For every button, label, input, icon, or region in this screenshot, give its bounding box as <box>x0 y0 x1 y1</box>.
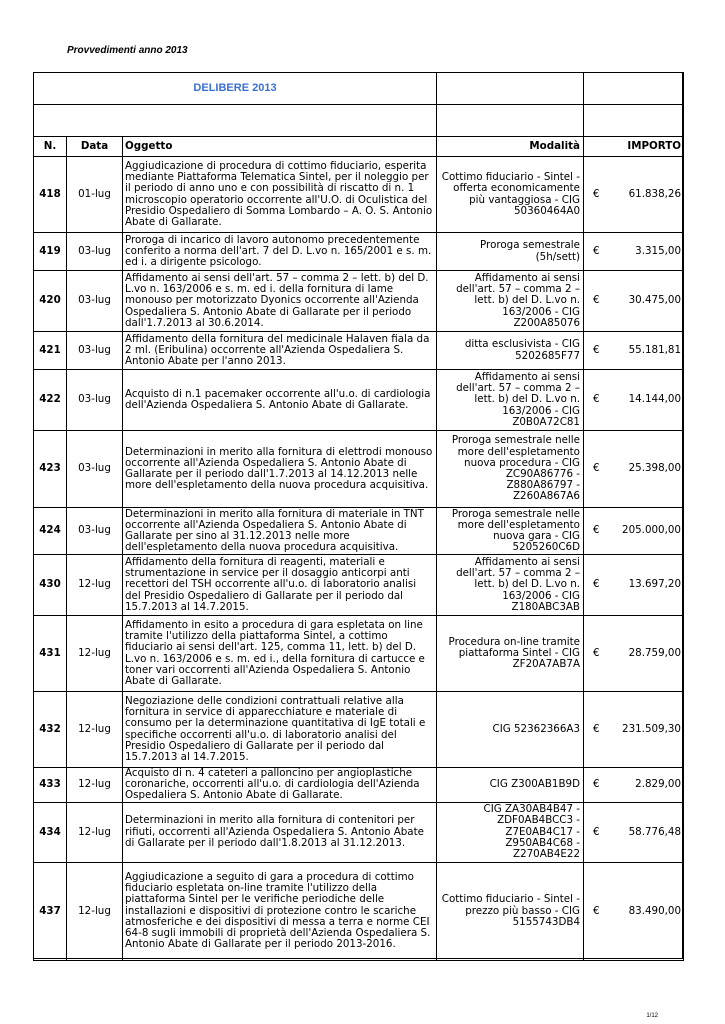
delibera-subject: Acquisto di n. 4 cateteri a palloncino per angioplastiche coronariche, occorrenti all'u.o. di cardiologia dell'Azienda Ospedaliera S. Antonio Abate di Gallarate. <box>123 768 437 803</box>
delibera-number: 437 <box>34 862 67 960</box>
delibera-date: 03-lug <box>67 508 123 555</box>
delibera-number: 419 <box>34 233 67 271</box>
currency-symbol: € <box>584 431 609 508</box>
delibera-subject: Aggiudicazione di procedura di cottimo fiduciario, esperita mediante Piattaforma Telematica Sintel, per il noleggio per il periodo di anno uno e con possibilità di riscatto di n. 1 microscopio operatorio occorrente all'U.O. di Oculistica del Presidio Ospedaliero di Somma Lombardo – A. O. S. Antonio Abate di Gallarate. <box>123 157 437 233</box>
delibera-subject: Affidamento ai sensi dell'art. 57 – comma 2 – lett. b) del D. L.vo n. 163/2006 e s. m. ed i. della fornitura di lame monouso per motorizzato Dyonics occorrente all'Azienda Ospedaliera S. Antonio Abate di Gallarate per il periodo dall'1.7.2013 al 30.6.2014. <box>123 271 437 332</box>
currency-symbol: € <box>584 157 609 233</box>
delibera-modality: CIG 52362366A3 <box>437 692 584 768</box>
delibera-number: 420 <box>34 271 67 332</box>
delibera-date: 03-lug <box>67 332 123 370</box>
col-header-oggetto: Oggetto <box>123 137 437 157</box>
delibera-modality: Proroga semestrale nelle more dell'espletamento nuova gara - CIG 5205260C6D <box>437 508 584 555</box>
table-title: DELIBERE 2013 <box>34 73 437 105</box>
delibera-date: 03-lug <box>67 233 123 271</box>
delibera-date: 03-lug <box>67 271 123 332</box>
delibera-amount: 25.398,00 <box>609 431 684 508</box>
delibera-modality: CIG ZA30AB4B47 - ZDF0AB4BCC3 - Z7E0AB4C17 - Z950AB4C68 - Z270AB4E22 <box>437 802 584 862</box>
document-header: Provvedimenti anno 2013 <box>67 45 188 56</box>
col-header-n: N. <box>34 137 67 157</box>
currency-symbol: € <box>584 616 609 692</box>
delibera-number: 423 <box>34 431 67 508</box>
page-number: 1/12 <box>646 1013 658 1019</box>
delibera-subject: Affidamento in esito a procedura di gara espletata on line tramite l'utilizzo della piattaforma Sintel, a cottimo fiduciario ai sensi dell'art. 125, comma 11, lett. b) del D. L.vo n. 163/2006 e s. m. ed i., della fornitura di cartucce e toner vari occorrenti all'Azienda Ospedaliera S. Antonio Abate di Gallarate. <box>123 616 437 692</box>
currency-symbol: € <box>584 802 609 862</box>
delibera-modality: CIG Z300AB1B9D <box>437 768 584 803</box>
delibera-amount: 205.000,00 <box>609 508 684 555</box>
delibera-number: 424 <box>34 508 67 555</box>
currency-symbol: € <box>584 692 609 768</box>
delibera-number: 421 <box>34 332 67 370</box>
currency-symbol: € <box>584 233 609 271</box>
table-frame <box>33 72 683 959</box>
delibera-modality: ditta esclusivista - CIG 5202685F77 <box>437 332 584 370</box>
delibera-modality: Proroga semestrale (5h/sett) <box>437 233 584 271</box>
delibera-date: 12-lug <box>67 616 123 692</box>
currency-symbol: € <box>584 768 609 803</box>
currency-symbol: € <box>584 370 609 431</box>
delibera-number: 432 <box>34 692 67 768</box>
delibera-amount: 13.697,20 <box>609 555 684 616</box>
delibera-subject: Determinazioni in merito alla fornitura di elettrodi monouso occorrente all'Azienda Ospedaliera S. Antonio Abate di Gallarate per il periodo dall'1.7.2013 al 14.12.2013 nelle more dell'espletamento della nuova procedura acquisitiva. <box>123 431 437 508</box>
delibera-modality: Affidamento ai sensi dell'art. 57 – comma 2 – lett. b) del D. L.vo n. 163/2006 - CIG Z200A85076 <box>437 271 584 332</box>
delibera-date: 01-lug <box>67 157 123 233</box>
delibera-modality: Procedura on-line tramite piattaforma Sintel - CIG ZF20A7AB7A <box>437 616 584 692</box>
col-header-modalita: Modalità <box>437 137 584 157</box>
delibera-modality: Cottimo fiduciario - Sintel - prezzo più basso - CIG 5155743DB4 <box>437 862 584 960</box>
delibera-modality: Cottimo fiduciario - Sintel - offerta economicamente più vantaggiosa - CIG 50360464A0 <box>437 157 584 233</box>
delibera-subject: Proroga di incarico di lavoro autonomo precedentemente conferito a norma dell'art. 7 del D. L.vo n. 165/2001 e s. m. ed i. a dirigente psicologo. <box>123 233 437 271</box>
delibera-amount: 58.776,48 <box>609 802 684 862</box>
delibera-date: 12-lug <box>67 768 123 803</box>
delibera-amount: 14.144,00 <box>609 370 684 431</box>
delibera-date: 12-lug <box>67 555 123 616</box>
delibera-modality: Affidamento ai sensi dell'art. 57 – comma 2 – lett. b) del D. L.vo n. 163/2006 - CIG Z180ABC3AB <box>437 555 584 616</box>
delibera-amount: 61.838,26 <box>609 157 684 233</box>
delibera-amount: 55.181,81 <box>609 332 684 370</box>
delibera-amount: 28.759,00 <box>609 616 684 692</box>
delibera-amount: 3.315,00 <box>609 233 684 271</box>
delibera-subject: Determinazioni in merito alla fornitura di materiale in TNT occorrente all'Azienda Ospedaliera S. Antonio Abate di Gallarate per sino al 31.12.2013 nelle more dell'espletamento della nuova procedura acquisitiva. <box>123 508 437 555</box>
delibera-number: 431 <box>34 616 67 692</box>
delibera-amount: 231.509,30 <box>609 692 684 768</box>
delibera-amount: 2.829,00 <box>609 768 684 803</box>
currency-symbol: € <box>584 555 609 616</box>
currency-symbol: € <box>584 332 609 370</box>
currency-symbol: € <box>584 508 609 555</box>
delibera-subject: Aggiudicazione a seguito di gara a procedura di cottimo fiduciario espletata on-line tramite l'utilizzo della piattaforma Sintel per le verifiche periodiche delle installazioni e dispositivi di protezione contro le scariche atmosferiche e dei dispositivi di messa a terra e norme CEI 64-8 sugli immobili di proprietà dell'Azienda Ospedaliera S. Antonio Abate di Gallarate per il periodo 2013-2016. <box>123 862 437 960</box>
currency-symbol: € <box>584 271 609 332</box>
delibera-subject: Determinazioni in merito alla fornitura di contenitori per rifiuti, occorrenti all'Azienda Ospedaliera S. Antonio Abate di Gallarate per il periodo dall'1.8.2013 al 31.12.2013. <box>123 802 437 862</box>
col-header-data: Data <box>67 137 123 157</box>
delibera-amount: 83.490,00 <box>609 862 684 960</box>
delibera-number: 418 <box>34 157 67 233</box>
currency-symbol: € <box>584 862 609 960</box>
delibera-modality: Affidamento ai sensi dell'art. 57 – comma 2 – lett. b) del D. L.vo n. 163/2006 - CIG Z0B0A72C81 <box>437 370 584 431</box>
delibera-number: 434 <box>34 802 67 862</box>
delibera-date: 12-lug <box>67 802 123 862</box>
delibera-date: 03-lug <box>67 431 123 508</box>
delibera-date: 12-lug <box>67 862 123 960</box>
delibera-date: 12-lug <box>67 692 123 768</box>
delibera-subject: Affidamento della fornitura di reagenti, materiali e strumentazione in service per il dosaggio anticorpi anti recettori del TSH occorrente all'u.o. di laboratorio analisi del Presidio Ospedaliero di Gallarate per il periodo dal 15.7.2013 al 14.7.2015. <box>123 555 437 616</box>
delibera-subject: Negoziazione delle condizioni contrattuali relative alla fornitura in service di apparecchiature e materiale di consumo per la determinazione quantitativa di IgE totali e specifiche occorrenti all'u.o. di laboratorio analisi del Presidio Ospedaliero di Gallarate per il periodo dal 15.7.2013 al 14.7.2015. <box>123 692 437 768</box>
delibera-subject: Affidamento della fornitura del medicinale Halaven fiala da 2 ml. (Eribulina) occorrente all'Azienda Ospedaliera S. Antonio Abate per l'anno 2013. <box>123 332 437 370</box>
delibera-date: 03-lug <box>67 370 123 431</box>
delibera-number: 433 <box>34 768 67 803</box>
delibera-subject: Acquisto di n.1 pacemaker occorrente all'u.o. di cardiologia dell'Azienda Ospedaliera S. Antonio Abate di Gallarate. <box>123 370 437 431</box>
col-header-importo: IMPORTO <box>609 137 684 157</box>
delibera-amount: 30.475,00 <box>609 271 684 332</box>
delibera-number: 430 <box>34 555 67 616</box>
delibera-modality: Proroga semestrale nelle more dell'espletamento nuova procedura - CIG ZC90A86776 - Z880A86797 - Z260A867A6 <box>437 431 584 508</box>
delibera-number: 422 <box>34 370 67 431</box>
